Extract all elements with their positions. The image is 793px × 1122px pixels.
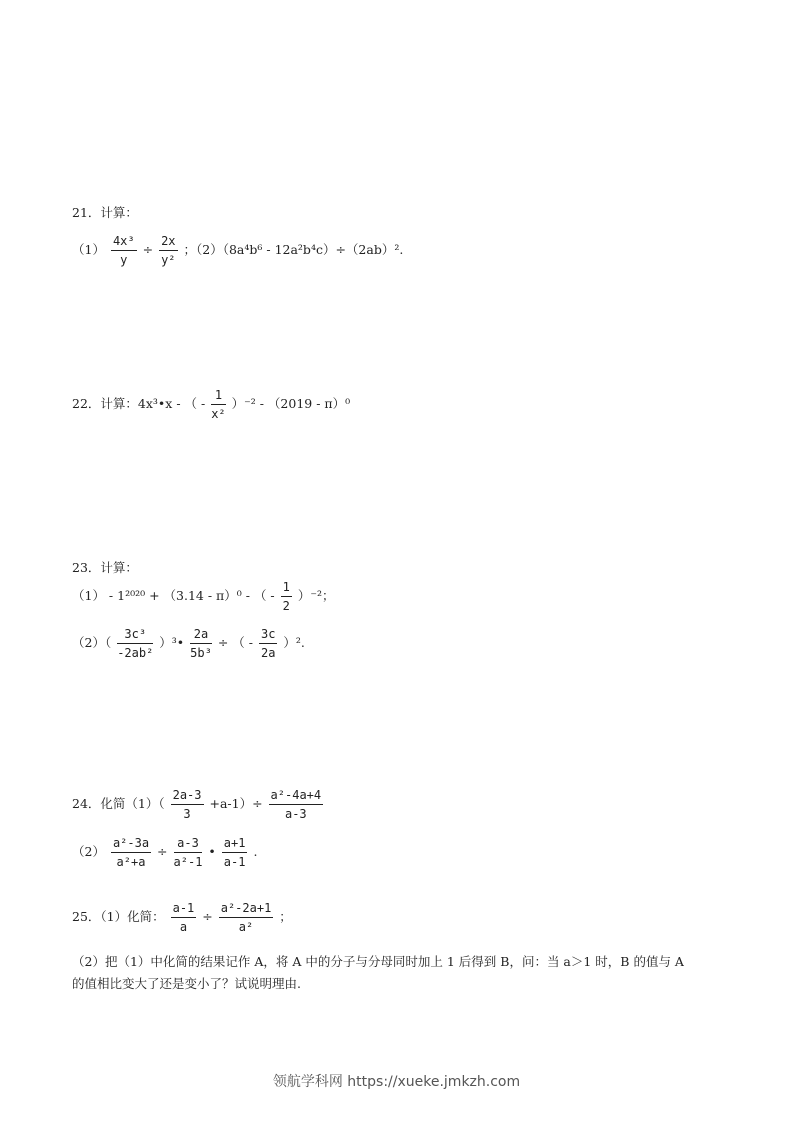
q22-fraction-denominator: x² [211,407,226,421]
q21-part1-label: （1） [72,242,105,257]
q25-part2-line2: 的值相比变大了还是变小了？试说明理由. [72,976,301,991]
q21-expression [72,234,403,267]
q25-divide-sign: ÷ [202,909,213,924]
q25-fraction-a-numerator: a-1 [171,901,197,918]
q22-lead: 22．计算：4x³•x - （ - [72,396,206,411]
q22-fraction [211,388,225,421]
q24-divide-sign: ÷ [157,844,168,859]
q24-fraction-d-numerator: a-3 [174,836,203,853]
q23-part2-fraction-b [190,627,212,660]
q25-fraction-b-numerator: a²-2a+1 [219,901,274,918]
q25-fraction-a-denominator: a [179,920,188,934]
q24-fraction-e [222,836,248,869]
q21-divide-sign: ÷ [142,242,154,257]
q21-fraction-b-numerator: 2x [159,234,177,251]
q23-part2-fraction-c-numerator: 3c [259,627,277,644]
q23-part2-fraction-a-numerator: 3c³ [117,627,153,644]
q25-lead: 25．（1）化简： [72,909,165,924]
q24-fraction-e-numerator: a+1 [222,836,248,853]
page-footer-watermark: 领航学科网 https://xueke.jmkzh.com [272,1074,521,1090]
q25-fraction-a [171,901,197,934]
q24-fraction-d-denominator: a²-1 [173,855,203,869]
q24-lead: 24．化简（1）（ [72,796,165,811]
q23-part1-fraction [281,580,292,613]
q21-heading: 21．计算： [72,205,138,220]
q22-fraction-numerator: 1 [211,388,225,405]
q23-part2-tail: ）². [283,635,305,650]
q23-part2-fraction-b-denominator: 5b³ [190,646,212,660]
q25-part1 [72,901,292,934]
q24-fraction-b-denominator: a-3 [284,807,307,821]
q23-part1-tail: ）⁻²； [297,588,335,603]
q23-heading: 23．计算： [72,560,138,575]
q24-part2 [72,836,257,869]
q21-fraction-b-denominator: y² [161,253,176,267]
q25-part2-line1: （2）把（1）中化简的结果记作 A，将 A 中的分子与分母同时加上 1 后得到 B，问：当 a＞1 时，B 的值与 A [72,954,684,969]
q23-part1-lead: （1） - 1²⁰²⁰ + （3.14 - π）⁰ - （ - [72,588,275,603]
q23-part2-label: （2）（ [72,635,112,650]
q24-fraction-e-denominator: a-1 [223,855,246,869]
q24-fraction-b-numerator: a²-4a+4 [269,788,324,805]
q24-end: . [253,844,258,859]
q24-fraction-c [111,836,151,869]
q23-part1-fraction-numerator: 1 [281,580,292,597]
q23-part2-mid1: ）³• [159,635,185,650]
q24-multiply-dot: • [208,844,216,859]
q24-fraction-a-denominator: 3 [183,807,191,821]
q23-part1-fraction-denominator: 2 [282,599,290,613]
q24-fraction-b [269,788,324,821]
q21-fraction-a-numerator: 4x³ [111,234,137,251]
q25-fraction-b [219,901,274,934]
q24-part2-label: （2） [72,844,105,859]
q21-part2-text: ；（2）（8a⁴b⁶ - 12a²b⁴c）÷（2ab）². [183,242,404,257]
q24-fraction-d [174,836,203,869]
q25-end: ； [279,909,292,924]
q24-fraction-c-numerator: a²-3a [111,836,151,853]
q24-mid: +a-1）÷ [209,796,263,811]
q25-fraction-b-denominator: a² [238,920,254,934]
q23-part2 [72,627,305,660]
q22-expression [72,388,350,421]
q23-part2-fraction-c-denominator: 2a [260,646,276,660]
q21-fraction-a-denominator: y [120,253,128,267]
q23-part2-fraction-a [117,627,153,660]
q23-part2-mid2: ÷ （ - [217,635,253,650]
q24-fraction-c-denominator: a²+a [116,855,146,869]
q23-part2-fraction-a-denominator: -2ab² [117,646,154,660]
q21-fraction-b [159,234,177,267]
q24-fraction-a-numerator: 2a-3 [171,788,204,805]
q24-fraction-a [171,788,204,821]
q21-fraction-a [111,234,137,267]
q22-tail: ）⁻² - （2019 - π）⁰ [231,396,351,411]
q23-part2-fraction-b-numerator: 2a [190,627,212,644]
q23-part1 [72,580,334,613]
q24-part1 [72,788,325,821]
q23-part2-fraction-c [259,627,277,660]
